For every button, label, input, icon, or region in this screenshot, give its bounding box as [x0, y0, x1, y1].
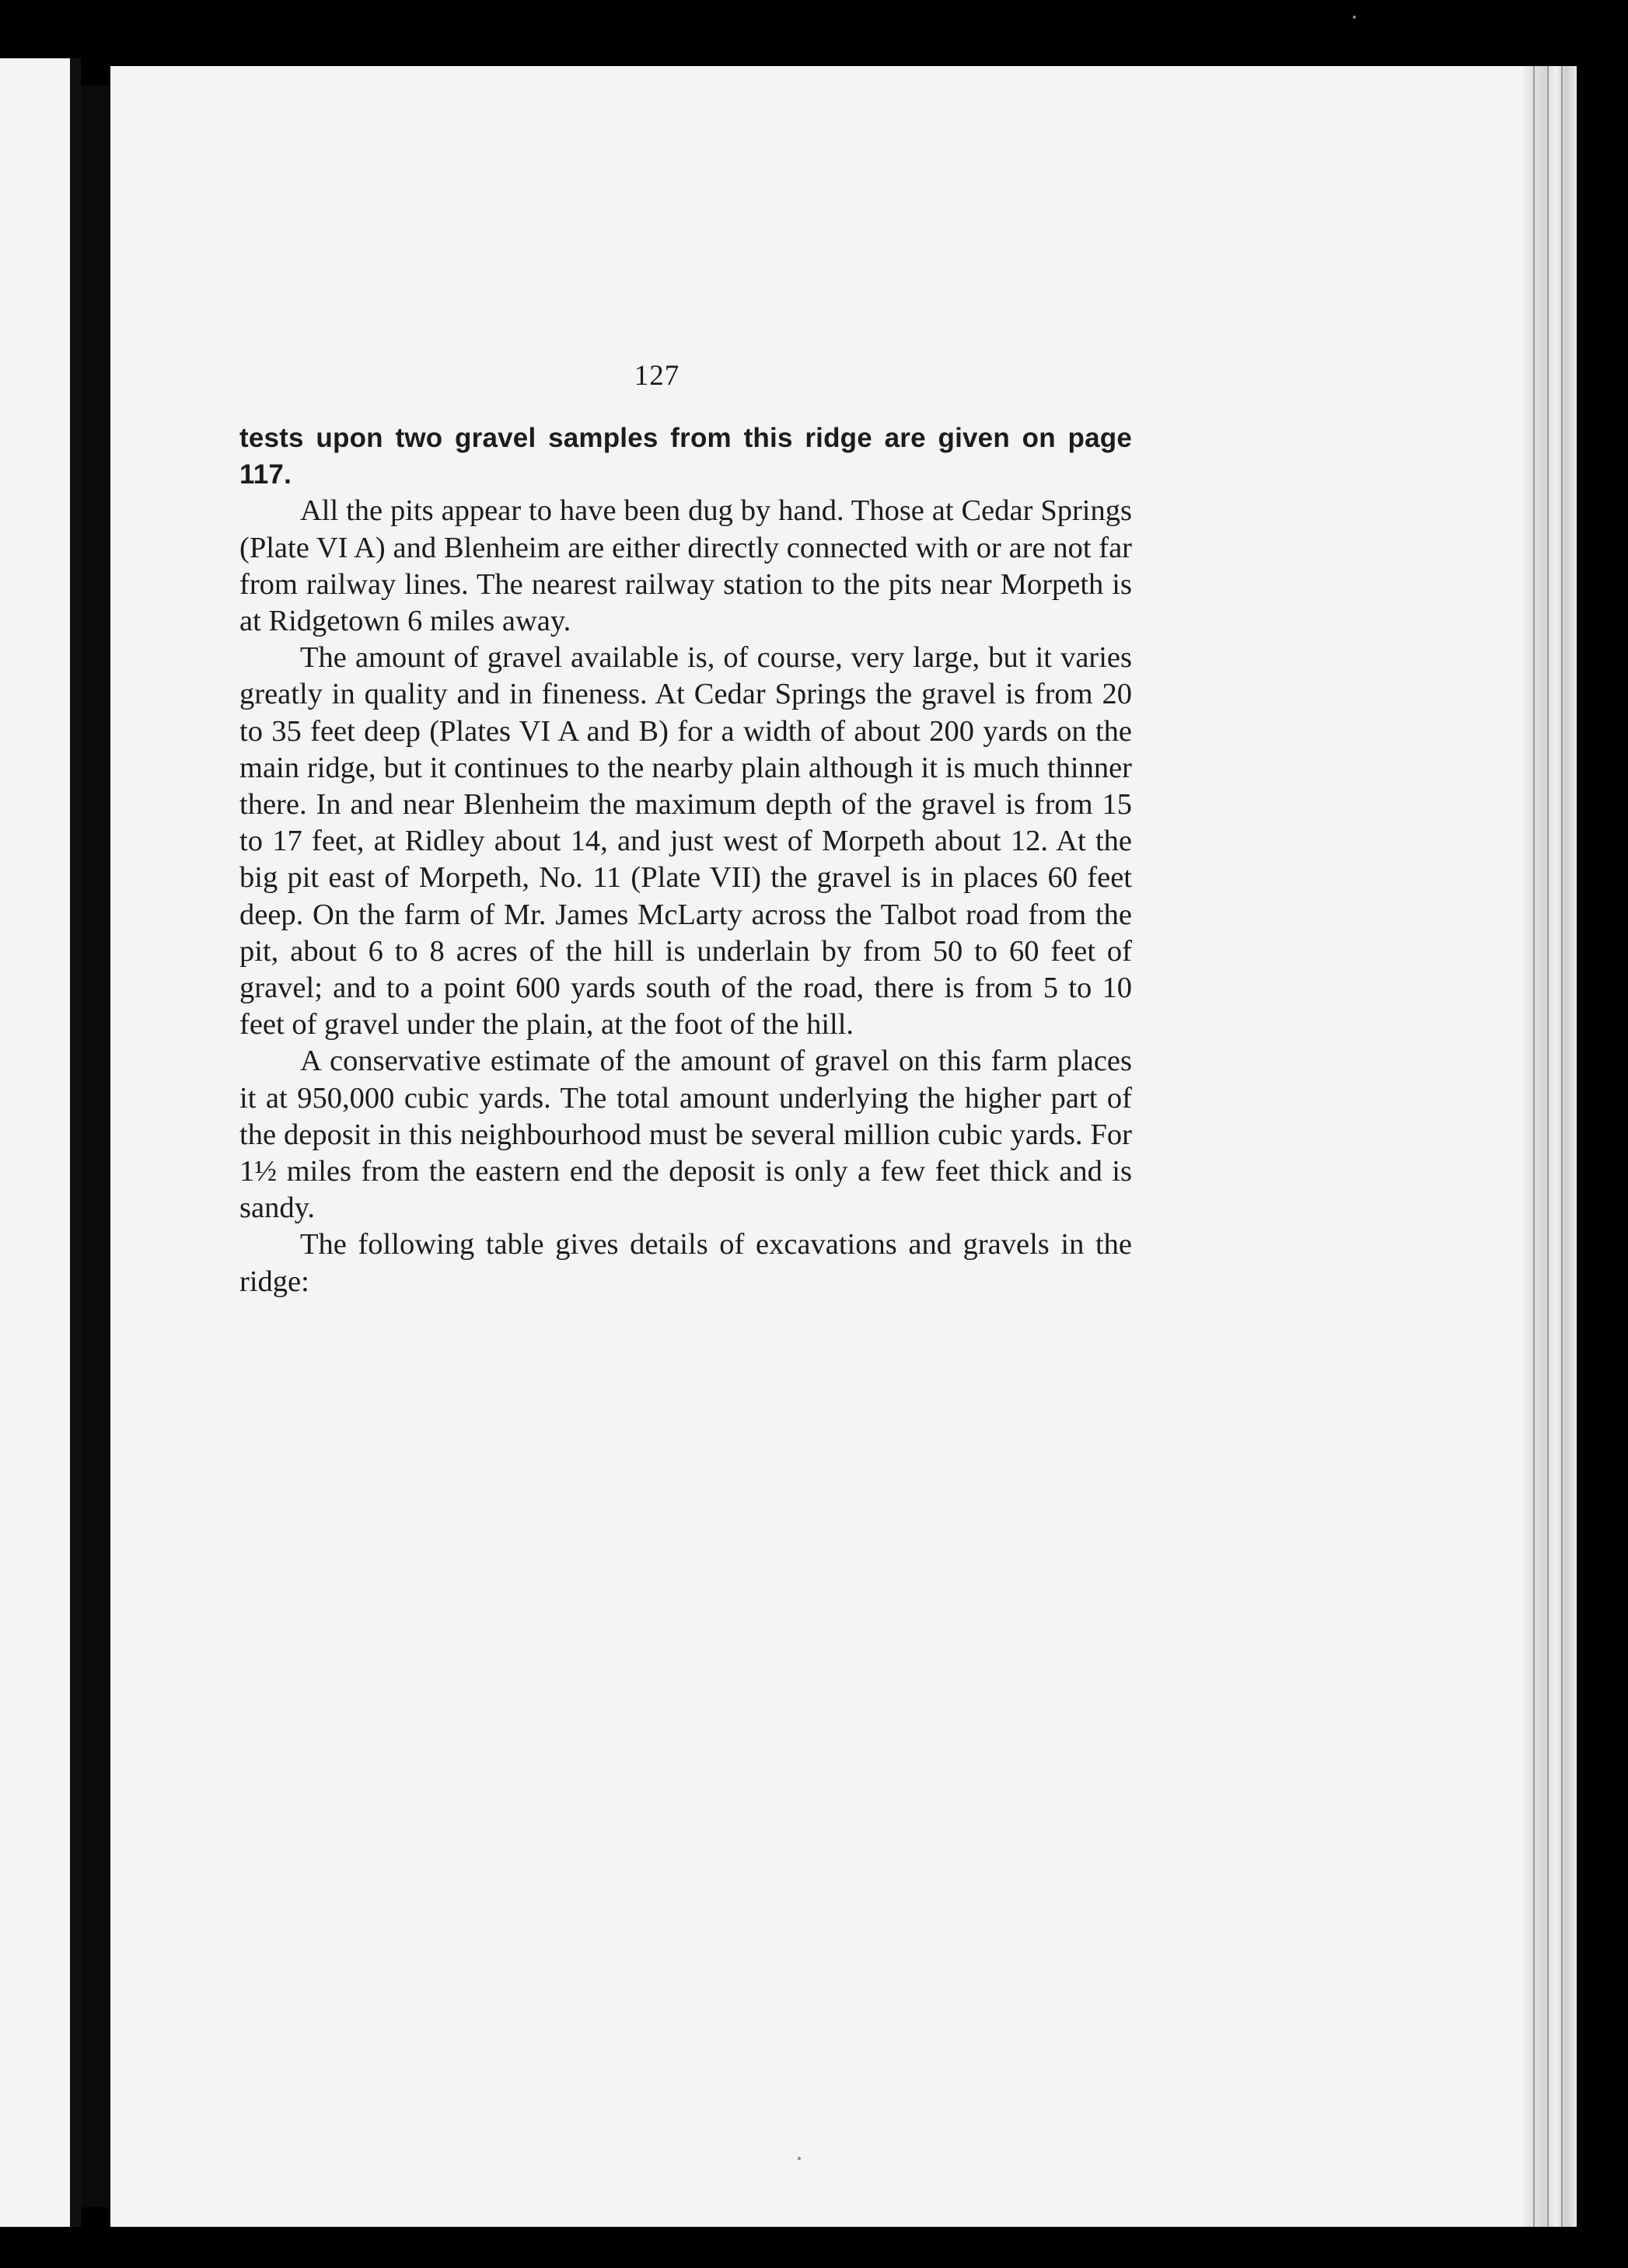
page-number: 127: [634, 360, 680, 392]
book-spine-strip: [81, 85, 110, 2207]
paragraph: All the pits appear to have been dug by hand. Those at Cedar Springs (Plate VI A) and Blenheim are either directly connected with or are not far from railway lines. The nearest railway station to the pits near Morpeth is at Ridgetown 6 miles away.: [239, 494, 1132, 638]
paragraph: The following table gives details of excavations and gravels in the ridge:: [239, 1228, 1132, 1298]
page-edge-line: [1547, 66, 1549, 2227]
paragraph: The amount of gravel available is, of course, very large, but it varies greatly in quality and in fineness. At Cedar Springs the gravel is from 20 to 35 feet deep (Plates VI A and B) for a width of about 200 yards on the main ridge, but it continues to the nearby plain although it is much thinner there. In and near Blenheim the maximum depth of the gravel is from 15 to 17 feet, at Ridley about 14, and just west of Morpeth about 12. At the big pit east of Morpeth, No. 11 (Plate VII) the gravel is in places 60 feet deep. On the farm of Mr. James McLarty across the Talbot road from the pit, about 6 to 8 acres of the hill is underlain by from 50 to 60 feet of gravel; and to a point 600 yards south of the road, there is from 5 to 10 feet of gravel under the plain, at the foot of the hill.: [239, 641, 1132, 1042]
scan-speck: [798, 2157, 801, 2160]
page-edge-line: [1533, 66, 1535, 2227]
page-body: [239, 420, 1132, 1300]
page-stack-edge: [1524, 66, 1577, 2227]
paragraph: A conservative estimate of the amount of gravel on this farm places it at 950,000 cubic yards. The total amount underlying the higher part of the deposit in this neighbourhood must be several million cubic yards. For 1½ miles from the eastern end the deposit is only a few feet thick and is sandy.: [239, 1045, 1132, 1225]
paragraph: tests upon two gravel samples from this ridge are given on page 117.: [239, 423, 1132, 490]
page-edge-line: [1561, 66, 1563, 2227]
scan-speck: [1353, 16, 1356, 19]
